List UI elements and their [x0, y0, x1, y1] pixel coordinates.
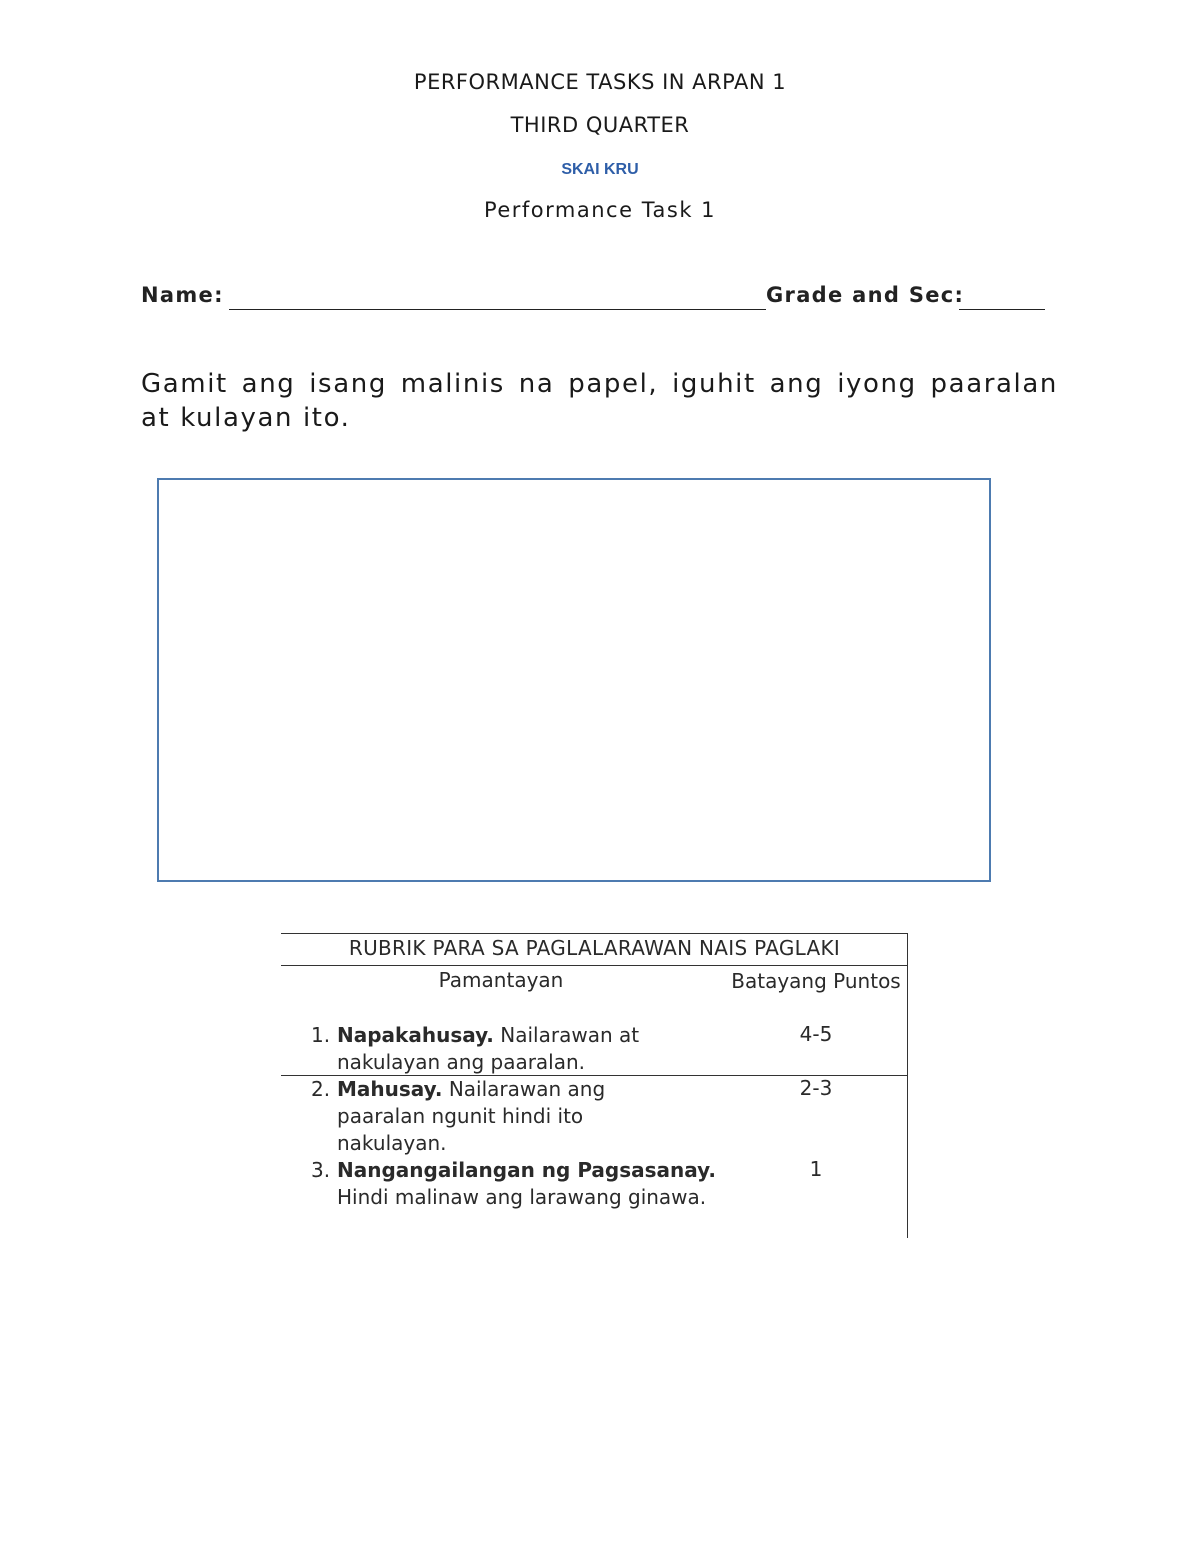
- student-info-line: [141, 283, 1051, 313]
- item-number: 1.: [311, 1023, 331, 1047]
- item-description: Nailarawan ang paaralan ngunit hindi ito nakulayan.: [337, 1077, 606, 1155]
- drawing-area-box[interactable]: [157, 478, 991, 882]
- document-title: PERFORMANCE TASKS IN ARPAN 1: [413, 70, 787, 94]
- item-number: 3.: [311, 1158, 331, 1182]
- item-description: Nailarawan at nakulayan ang paaralan.: [337, 1023, 640, 1074]
- item-description: Hindi malinaw ang larawang ginawa.: [337, 1185, 707, 1209]
- grade-section-blank[interactable]: [959, 309, 1045, 310]
- column-header-criteria: Pamantayan: [438, 968, 564, 992]
- name-label: Name:: [141, 283, 224, 307]
- column-header-points: Batayang Puntos: [731, 969, 901, 993]
- task-heading: Performance Task 1: [483, 198, 717, 222]
- author-label: SKAI KRU: [561, 161, 639, 178]
- name-blank[interactable]: [229, 309, 766, 310]
- title-divider: [281, 965, 908, 966]
- grade-section-label: Grade and Sec:: [766, 283, 965, 307]
- item-level: Napakahusay.: [337, 1023, 494, 1047]
- item-points: 1: [809, 1157, 823, 1181]
- item-number: 2.: [311, 1077, 331, 1101]
- rubric-table: [281, 933, 908, 1238]
- item-level: Mahusay.: [337, 1077, 443, 1101]
- item-points: 4-5: [799, 1022, 833, 1046]
- item-level: Nangangailangan ng Pagsasanay.: [337, 1158, 716, 1182]
- rubric-title: RUBRIK PARA SA PAGLALARAWAN NAIS PAGLAKI: [348, 936, 841, 960]
- instruction-text: Gamit ang isang malinis na papel, iguhit ang iyong paaralan at kulayan ito.: [141, 369, 1058, 433]
- table-top-border: [281, 933, 908, 934]
- quarter-label: THIRD QUARTER: [510, 113, 690, 137]
- item-points: 2-3: [799, 1076, 833, 1100]
- table-right-border: [907, 933, 908, 1238]
